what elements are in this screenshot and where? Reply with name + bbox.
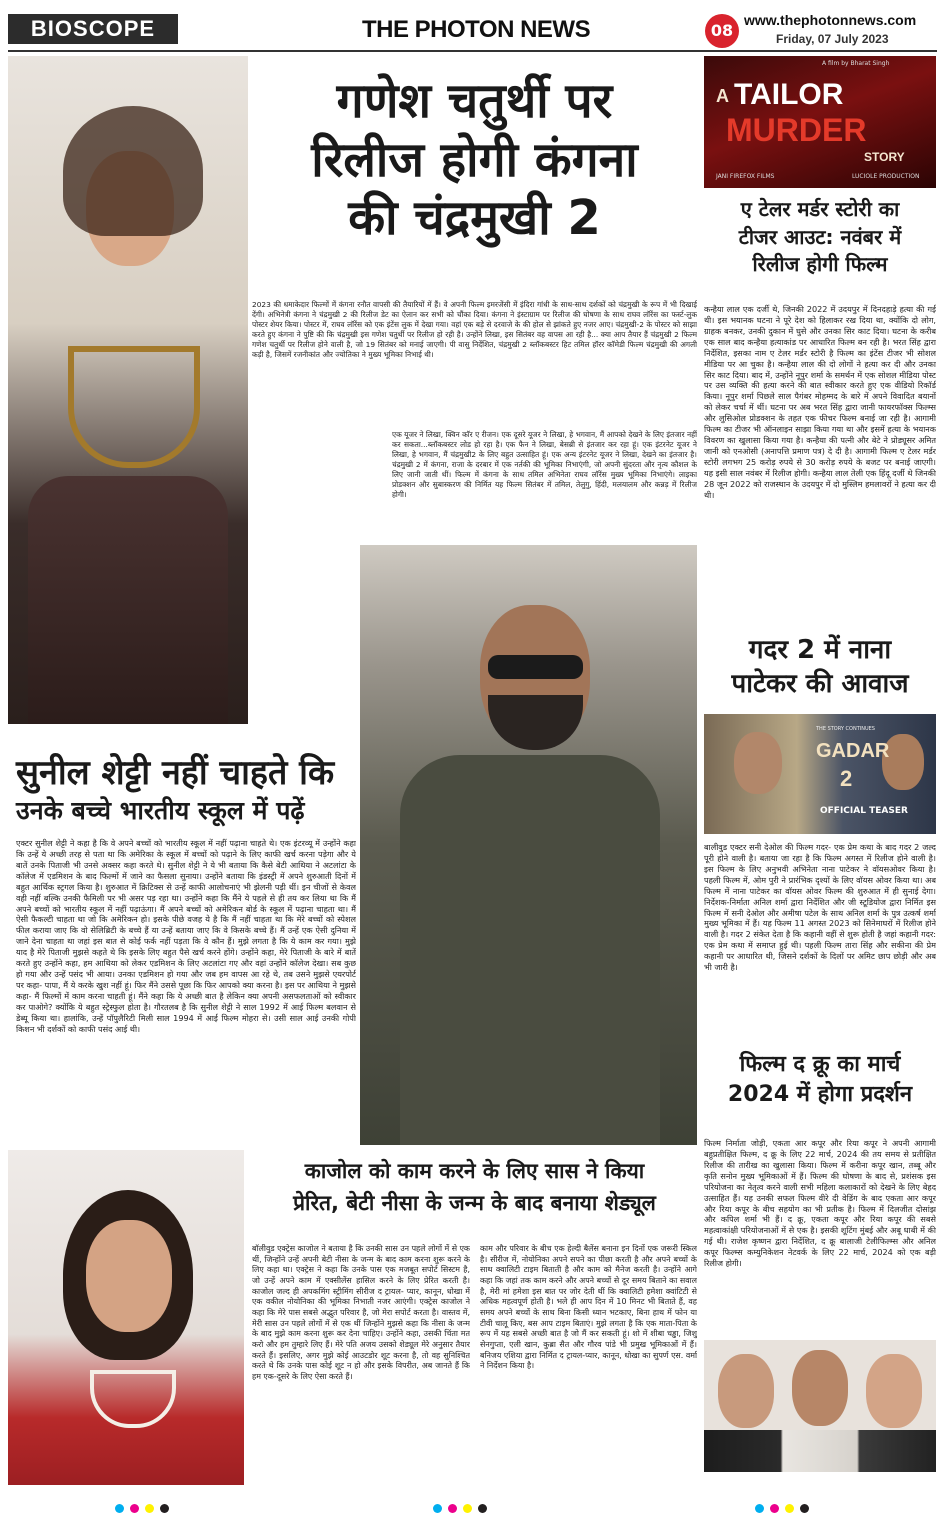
dot-black (800, 1504, 809, 1513)
gadar-teaser-label: OFFICIAL TEASER (820, 806, 908, 816)
kangana-hair (63, 106, 203, 236)
registration-dots-left (112, 1498, 172, 1517)
poster-credit: A film by Bharat Singh (822, 60, 890, 67)
crew-headline-line2: 2024 में होगा प्रदर्शन (727, 1081, 913, 1107)
kangana-body-1: 2023 की धमाकेदार फिल्मों में कंगना रनौत वापसी की तैयारियों में हैं। वे अपनी फिल्म इमरजेंसी में इंदिरा गांधी के साथ-साथ दर्शकों को चंद्रमुखी के रूप में भी दिखाई देंगी। अभिनेत्री कंगना ने चंद्रमुखी 2 की रिलीज डेट का ऐलान कर सभी को चौंका दिया। कंगना ने इंस्टाग्राम पर रिलीज की घोषणा के साथ राघव लॉरेंस का फर्स्ट-लुक पोस्टर शेयर किया। पोस्टर में, राघव लॉरेंस को एक इंटेंस लुक में देखा गया। वहां एक बड़े से दरवाजे के की होल से झांकते हुए नजर आए। चंद्रमुखी-2 के पोस्टर को साझा करते हुए कंगना ने पुष्टि की कि चंद्रमुखी इस गणेश चतुर्थी पर रिलीज हो रही है। उन्होंने लिखा, इस सितंबर वह वापस आ रही है... क्या आप तैयार हैं चंद्रमुखी 2 फिल्म गणेश चतुर्थी पर रिलीज होने वाली है, जो 19 सितंबर को मनाई जाएगी। पी वासु निर्देशित, चंद्रमुखी 2 ब्लॉकबस्टर हिट तमिल हॉरर कॉमेडी फिल्म चंद्रमुखी की अगली कड़ी है, जिसमें रजनीकांत और ज्योतिका ने मुख्य भूमिका निभाई थी। (252, 300, 697, 359)
dot-magenta (130, 1504, 139, 1513)
dot-cyan (433, 1504, 442, 1513)
suniel-jacket (400, 755, 660, 1145)
gadar-body: बालीवुड एक्टर सनी देओल की फिल्म गदर- एक प्रेम कथा के बाद गदर 2 जल्द पूरी होने वाली है। बताया जा रहा है कि फिल्म अगस्त में रिलीज होने वाली है। इस फिल्म के लिए अनुभवी अभिनेता नाना पाटेकर ने वॉयसओवर किया है। पहली फिल्म में, ओम पुरी ने प्रारंभिक दृश्यों के लिए वॉयस ओवर किया था। अब फिल्म में नाना पाटेकर का वॉयस ओवर फिल्म की शुरुआत में ही सुनाई देगा। निर्देशक-निर्माता अनिल शर्मा द्वारा निर्देशित और जी स्टूडियोज द्वारा निर्मित इस फिल्म में सनी देओल और अमीषा पटेल के साथ अनिल शर्मा के पुत्र उत्कर्ष शर्मा मुख्य भूमिका में हैं। यह फिल्म 11 अगस्त 2023 को सिनेमाघरों में रिलीज होने वाली है। गदर 2 संकेत देता है कि कहानी वहीं से शुरू होती है जहां कहानी गदर: एक प्रेम कथा में समाप्त हुई थी। पहली फिल्म तारा सिंह और सकीना की प्रेम कहानी पर आधारित थी, जिसने दर्शकों के दिलों पर अमिट छाप छोड़ी और अब भी जारी है। (704, 842, 936, 973)
issue-date: Friday, 07 July 2023 (776, 32, 889, 46)
tailor-headline (704, 196, 936, 279)
suniel-headline-line1: सुनील शेट्टी नहीं चाहते कि (16, 753, 335, 793)
dot-black (478, 1504, 487, 1513)
poster-title-tailor: TAILOR (734, 78, 844, 111)
kangana-body-2: एक यूजर ने लिखा, क्विन कॉर ए रीजन। एक दूसरे यूजर ने लिखा, हे भगवान, मैं आपको देखने के लिए इंतजार नहीं कर सकता...ब्लॉकबस्टर लोड हो रहा है। एक फैन ने लिखा, बेसब्री से इंतजार कर रहा हूं। एक इंटरनेट यूजर ने लिखा, हे भगवान, मैं चंद्रमुखी2 के लिए बहुत उत्साहित हूं। एक अन्य इंटरनेट यूजर ने लिखा, देखने का इंतजार है। चंद्रमुखी 2 में कंगना, राजा के दरबार में एक नर्तकी की भूमिका निभाएंगी, जो अपनी सुंदरता और नृत्य कौशल के लिए जानी जाती थीं। फिल्म में कंगना के साथ तमिल अभिनेता राघव लॉरेंस मुख्य भूमिका निभाएंगे। लाइका प्रोडक्शन और सुबास्करण की निर्मित यह फिल्म सितंबर में तमिल, तेलुगु, हिंदी, मलयालम और कन्नड़ में रिलीज होगी। (392, 430, 697, 499)
gadar-presents: THE STORY CONTINUES (816, 726, 875, 732)
poster-story: STORY (864, 150, 905, 164)
gadar-headline-line1: गदर 2 में नाना (748, 635, 892, 665)
gadar-headline (704, 634, 936, 702)
kangana-headline-line3: की चंद्रमुखी 2 (348, 190, 601, 247)
kajol-headline-line2: प्रेरित, बेटी नीसा के जन्म के बाद बनाया शेड्यूल (293, 1190, 656, 1215)
masthead: THE PHOTON NEWS (362, 16, 591, 43)
suniel-photo (360, 545, 697, 1145)
header-rule (8, 50, 937, 52)
section-tag: BIOSCOPE (8, 14, 178, 44)
kangana-headline (252, 72, 697, 248)
kajol-headline (252, 1156, 697, 1219)
kareena-face (718, 1354, 774, 1428)
dot-cyan (115, 1504, 124, 1513)
kajol-body-1: बॉलीवुड एक्ट्रेस काजोल ने बताया है कि उनकी सास उन पहले लोगों में से एक थीं, जिन्होंने उन्हें अपनी बेटी नीसा के जन्म के बाद काम करना शुरू करने के लिए कहा था। एक्ट्रेस ने कहा कि उनके पास एक मजबूत सपोर्ट सिस्टम है, जो उन्हें अपने काम में एक्सीलेंस हासिल करने के लिए प्रेरित करती है। काजोल जल्द ही अपकमिंग स्ट्रीमिंग सीरीज द ट्रायल- प्यार, कानून, धोखा में एक वकील नोयोनिका की भूमिका निभाती नजर आएंगी। एक्ट्रेस काजोल ने कहा कि मेरे पास सबसे अद्भुत परिवार है, जो मेरा सपोर्ट करता है। वास्तव में, मेरी सास उन पहले लोगों में से एक थीं जिन्होंने मुझसे कहा कि नीसा के जन्म के बाद मुझे काम करना शुरू कर देना चाहिए। उन्होंने कहा, उसकी चिंता मत करो और हम तुम्हारे लिए हैं। मेरे पति अजय उसको शेड्यूल मेरे अनुसार तैयार करते हैं। इसलिए, अगर मुझे कोई आउटडोर शूट करना है, तो वह सुनिश्चित करते थे कि उनके पास कोई शूट न हो और इसके विपरीत, अब जानते हैं कि हम एक-दूसरे के लिए ऐसा करते हैं। (252, 1244, 470, 1382)
dot-cyan (755, 1504, 764, 1513)
registration-dots-center (430, 1498, 490, 1517)
dot-yellow (785, 1504, 794, 1513)
crew-cast-outfits (704, 1430, 936, 1472)
suniel-sunglasses (488, 655, 583, 679)
kangana-headline-line1: गणेश चतुर्थी पर (336, 73, 613, 129)
kajol-photo (8, 1150, 244, 1485)
website-url[interactable]: www.thephotonnews.com (744, 12, 917, 28)
gadar-number: 2 (840, 766, 853, 791)
kajol-body-2: काम और परिवार के बीच एक हेल्दी बैलेंस बनाना इन दिनों एक जरूरी स्किल है। सीरीज में, नोयोनिका अपने सपने का पीछा करती है और अपने बच्चों के साथ क्वालिटी टाइम बिताती है और काम को मैनेज करती है। उन्होंने आगे कहा कि जहां तक काम करने और अपने बच्चों से दूर समय बिताने का सवाल है, मेरी मां हमेशा इस बात पर जोर देती थीं कि क्वालिटी हमेशा क्वांटिटी से अधिक महत्वपूर्ण होती है। भले ही आप दिन में 10 मिनट भी बिताते हैं, वह समय अपने बच्चों के साथ बिना किसी ध्यान भटकाए, बिना हाथ में फोन या टीवी चालू किए, बस आप टाइम बिताएं। मुझे लगता है कि एक माता-पिता के रूप में यह सबसे अच्छी बात है जो मैं कर सकती हूं। शो में शीबा चड्ढा, जिशु सेनगुप्ता, एली खान, कुब्रा सैत और गौरव पांडे भी प्रमुख भूमिकाओं में हैं। बनिजय एशिया द्वारा निर्मित द ट्रायल-प्यार, कानून, धोखा का सुपर्ण एस. वर्मा ने निर्देशन किया है। (480, 1244, 697, 1371)
tailor-headline-line3: रिलीज होगी फिल्म (752, 252, 888, 277)
dot-yellow (145, 1504, 154, 1513)
kangana-necklace (68, 346, 200, 468)
poster-right-credit: LUCIOLE PRODUCTION (852, 173, 920, 180)
dot-magenta (770, 1504, 779, 1513)
dot-black (160, 1504, 169, 1513)
gadar-title-word: GADAR (816, 740, 890, 762)
suniel-headline-line2: उनके बच्चे भारतीय स्कूल में पढ़ें (16, 795, 305, 825)
suniel-headline (16, 752, 376, 826)
gadar-poster (704, 714, 936, 834)
kajol-headline-line1: काजोल को काम करने के लिए सास ने किया (304, 1159, 645, 1183)
nana-patekar-face (734, 732, 782, 794)
crew-cast-photo (704, 1340, 936, 1472)
crew-body: फिल्म निर्माता जोड़ी, एकता आर कपूर और रिया कपूर ने अपनी आगामी बहुप्रतीक्षित फिल्म, द क्रू के लिए 22 मार्च, 2024 की तय समय से प्रतीक्षित रिलीज की तारीख का खुलासा किया। फिल्म में करीना कपूर खान, तब्बू और कृति सनोन मुख्य भूमिकाओं में हैं। फिल्म की घोषणा के बाद से, प्रशंसक इस परियोजना का नेतृत्व करने वाली सभी महिला कलाकारों को देखने के लिए बेहद उत्साहित हैं। यह उनकी सफल फिल्म वीरे दी वेडिंग के बाद एकता आर कपूर और रिया कपूर के बीच सहयोग का भी प्रतीक है। फिल्म में दिलजीत दोसांझ और कपिल शर्मा भी हैं। द क्रू, एकता कपूर और रिया कपूर की सबसे महत्वाकांक्षी परियोजनाओं में से एक है। इसकी शूटिंग मुंबई और अबू धाबी में की गई थी। राजेश कृष्णन द्वारा निर्देशित, द क्रू बालाजी टेलीफिल्म्स और अनिल कपूर फिल्म्स कम्युनिकेशन नेटवर्क के लिए 22 मार्च, 2024 को एक बड़ी रिलीज होगी। (704, 1138, 936, 1269)
tailor-headline-line2: टीजर आउट: नवंबर में (738, 224, 902, 249)
kajol-face (86, 1220, 172, 1332)
suniel-body: एक्टर सुनील शेट्टी ने कहा है कि वे अपने बच्चों को भारतीय स्कूल में नहीं पढ़ाना चाहते थे। एक इंटरव्यू में उन्होंने कहा कि उन्हें ये अच्छी तरह से पता था कि अमेरिका के स्कूल में बच्चों को पढ़ाने के लिए काफी खर्च करना पड़ेगा और ये बातें उनके पिताजी भी उनसे अक्सर कहा करते थे। सुनील शेट्टी ने ये भी बताया कि कैसे बेटी आथिया ने अटलांटा के कॉलेज में एडमिशन के बाद फिल्मों में जाने का फैसला सुनाया। उन्होंने बताया कि इंडस्ट्री में अपने शुरुआती दिनों में बहुत आर्थिक स्ट्रगल किया है। शुरुआत में क्रिटिक्स से उन्हें काफी आलोचनाएं भी झेलनी पड़ी थीं। इन चीजों से केवल वही नहीं बल्कि उनकी फैमिली पर भी असर पड़ रहा था। उन्होंने कहा कि मैंने ये पहले से ही तय कर लिया था कि मैं अपने बच्चों को भारतीय स्कूल में नहीं पढ़ाऊंगा। मैं अपने बच्चों को अमेरिकन बोर्ड के स्कूल में पढ़ाना चाहता था। मैं ऐसी फैकल्टी चाहता था जो कि अमेरिकन हो। इसके पीछे वजह ये है कि मैं नहीं चाहता था कि मेरे बच्चों को स्पेशल फील कराया जाए कि वो सेलिब्रिटी के बच्चे हैं या उन्हें बताया जाए कि वे किसके बच्चे हैं। मैं उन्हें एक ऐसी दुनिया में जाने देना चाहता था जहां इस बात से कोई फर्क नहीं पड़ता कि वे कौन हैं। मुझे लगता है कि ये काम कर गया। मुझे याद है मेरे पिताजी मुझसे कहते थे कि इसके लिए बहुत पैसे खर्च करने होंगे। उन्होंने कहा, मेरे पिताजी के बारे में बातें करते हुए उन्होंने कहा, हम आथिया को लेकर एडमिशन के लिए अटलांटा गए और वहां उन्होंने कॉलेज देखा। सब कुछ हो गया और उन्हें पसंद भी आया। उनका एडमिशन हो गया और जब हम वापस आ रहे थे, तब उसने मुझसे एयरपोर्ट पर कहा- पापा, मैं ये करके खुश नहीं हूं। फिर मैंने उससे पूछा कि फिर आपको क्या करना है। इस पर आथिया ने मुझसे कहा- मैं फिल्मों में काम करना चाहती हूं। मैंने कहा कि ये अच्छी बात है लेकिन क्या अपनी असफलताओं को स्वीकार कर पाओगे? क्योंकि ये बहुत स्ट्रेस्फुल होता है। गौरतलब है कि सुनील शेट्टी ने साल 1992 में आई फिल्म बलवान से डेब्यू किया था। हालांकि, उन्हें पॉपुलैरिटी मिली साल 1994 में आई फिल्म मोहरा से। उसी साल आई उनकी गोपी किशन भी दर्शकों को काफी पसंद आई थी। (16, 838, 356, 1034)
kangana-blouse (28, 476, 228, 724)
dot-yellow (463, 1504, 472, 1513)
kangana-photo (8, 56, 248, 724)
page-number-badge: 08 (705, 14, 739, 48)
tailor-body: कन्हैया लाल एक दर्जी थे, जिनकी 2022 में उदयपुर में दिनदहाड़े हत्या की गई थी। इस भयानक घटना ने पूरे देश को हिलाकर रख दिया था, क्योंकि दो लोग, ग्राहक बनकर, उनकी दुकान में घुसे और उनका सिर काट दिया। घटना के करीब एक साल बाद कन्हैया हत्याकांड पर आधारित फिल्म बन रही है। भरत सिंह द्वारा निर्देशित, इसका नाम ए टेलर मर्डर स्टोरी है फिल्म का इंटेंस टीजर भी सोशल मीडिया पर आ चुका है। कन्हैया लाल की दो लोगों ने हत्या कर दी और उनका सिर काट दिया। बाद में, उन्होंने नूपुर शर्मा के समर्थन में एक सोशल मीडिया पोस्ट पर उस व्यक्ति की हत्या करने की बात स्वीकार करते हुए एक वीडियो रिकॉर्ड किया। नूपुर शर्मा पिछले साल पैगंबर मोहम्मद के बारे में अपने विवादित बयानों को लेकर चर्चा में थीं। घटना पर अब भरत सिंह द्वारा जानी फायरफॉक्स फिल्म्स और लुसिओल प्रोडक्शन के तहत एक फीचर फिल्म बनाई जा रही है। आगामी फिल्म का टीजर भी ऑनलाइन साझा किया गया था और इसमें हत्या के भयानक विवरण का खुलासा किया गया है। कन्हैया की पत्नी और बेटे ने प्रोड्यूसर अमित जानी को एनओसी (अनापत्ति प्रमाण पत्र) दे दी है। आगामी फिल्म ए टेलर मर्डर स्टोरी लगभग 25 करोड़ रुपये से 30 करोड़ रुपये के बजट पर बनाई जाएगी। यह इसी साल नवंबर में रिलीज होगी। कन्हैया लाल तेली एक हिंदू दर्जी थे जिनकी 28 जून 2022 को राजस्थान के उदयपुर में दो मुस्लिम हमलावरों ने हत्या कर दी थी। (704, 304, 936, 500)
tabu-face (792, 1350, 848, 1426)
tailor-murder-poster (704, 56, 936, 188)
crew-headline-line1: फिल्म द क्रू का मार्च (739, 1052, 901, 1077)
crew-headline (704, 1050, 936, 1109)
poster-a: A (716, 86, 729, 106)
dot-magenta (448, 1504, 457, 1513)
kajol-necklace (90, 1370, 176, 1428)
gadar-headline-line2: पाटेकर की आवाज (731, 668, 909, 699)
poster-left-credit: JANI FIREFOX FILMS (716, 173, 775, 180)
kriti-face (866, 1354, 922, 1428)
poster-title-murder: MURDER (726, 112, 867, 148)
kangana-headline-line2: रिलीज होगी कंगना (311, 131, 638, 188)
tailor-headline-line1: ए टेलर मर्डर स्टोरी का (740, 197, 900, 221)
registration-dots-right (752, 1498, 812, 1517)
gadar-title (816, 740, 889, 763)
suniel-beard (488, 695, 583, 750)
